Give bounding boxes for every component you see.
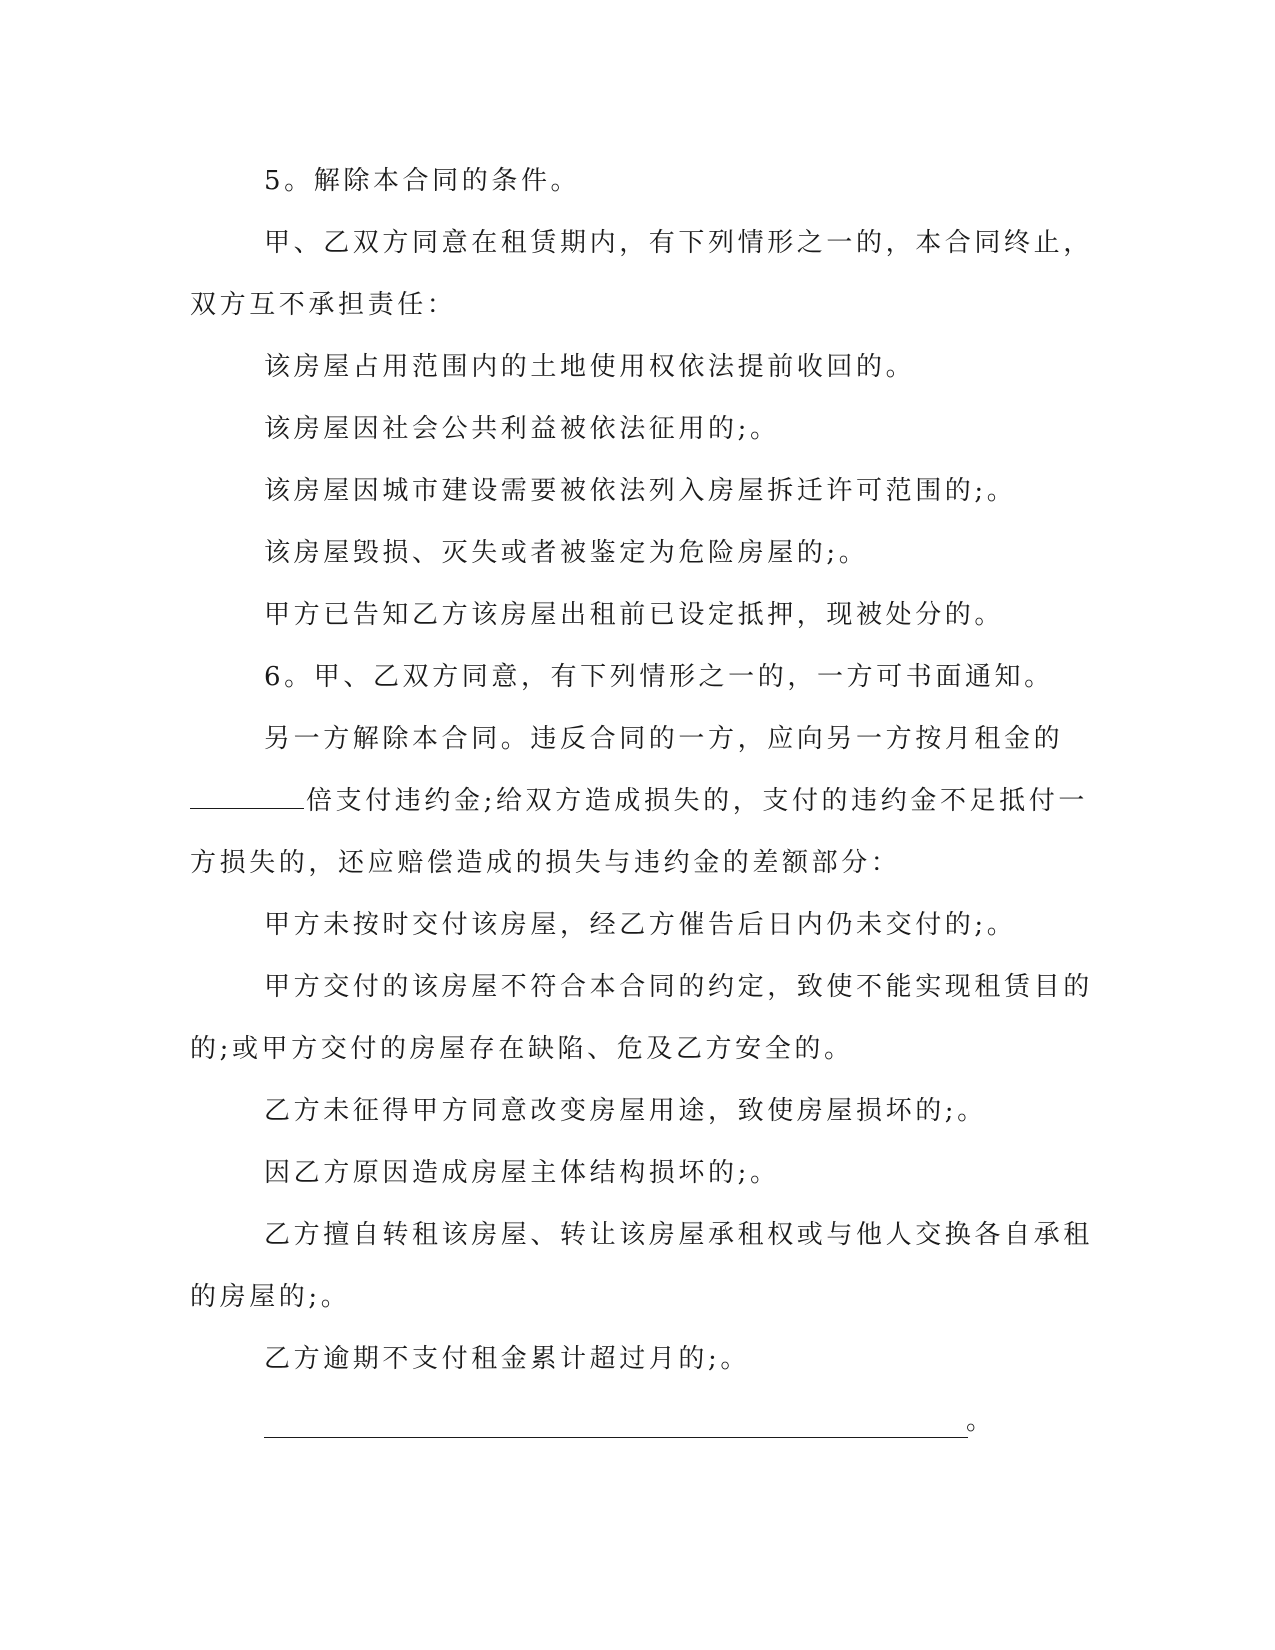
paragraph-line: 该房屋毁损、灭失或者被鉴定为危险房屋的;。: [264, 538, 869, 568]
paragraph-line: 该房屋占用范围内的土地使用权依法提前收回的。: [264, 352, 916, 382]
paragraph-line: 方损失的，还应赔偿造成的损失与违约金的差额部分：: [190, 848, 901, 878]
clause-5-heading: 5。解除本合同的条件。: [264, 166, 581, 196]
paragraph-line: 该房屋因社会公共利益被依法征用的;。: [264, 414, 780, 444]
paragraph-line: 的房屋的;。: [190, 1282, 351, 1312]
paragraph-line: 甲方未按时交付该房屋，经乙方催告后日内仍未交付的;。: [264, 910, 1017, 940]
fill-in-blank: [190, 786, 304, 809]
paragraph-line: 甲方已告知乙方该房屋出租前已设定抵押，现被处分的。: [264, 600, 1005, 630]
paragraph-line: 乙方未征得甲方同意改变房屋用途，致使房屋损坏的;。: [264, 1096, 987, 1126]
paragraph-line: 双方互不承担责任：: [190, 290, 457, 320]
long-fill-in-blank: [264, 1437, 968, 1438]
paragraph-line: 该房屋因城市建设需要被依法列入房屋拆迁许可范围的;。: [264, 476, 1017, 506]
paragraph-line: 的;或甲方交付的房屋存在缺陷、危及乙方安全的。: [190, 1034, 854, 1064]
paragraph-line-text: 倍支付违约金;给双方造成损失的，支付的违约金不足抵付一: [306, 786, 1088, 816]
paragraph-line: 乙方擅自转租该房屋、转让该房屋承租权或与他人交换各自承租: [264, 1220, 1093, 1250]
paragraph-line: 甲方交付的该房屋不符合本合同的约定，致使不能实现租赁目的: [264, 972, 1093, 1002]
paragraph-line: 乙方逾期不支付租金累计超过月的;。: [264, 1344, 750, 1374]
paragraph-line: 另一方解除本合同。违反合同的一方，应向另一方按月租金的: [264, 724, 1064, 754]
end-period: 。: [966, 1406, 993, 1436]
paragraph-line-with-blank: [190, 784, 1088, 818]
clause-6-heading: 6。甲、乙双方同意，有下列情形之一的，一方可书面通知。: [264, 662, 1054, 692]
paragraph-line: 甲、乙双方同意在租赁期内，有下列情形之一的，本合同终止，: [264, 228, 1093, 258]
paragraph-line: 因乙方原因造成房屋主体结构损坏的;。: [264, 1158, 780, 1188]
